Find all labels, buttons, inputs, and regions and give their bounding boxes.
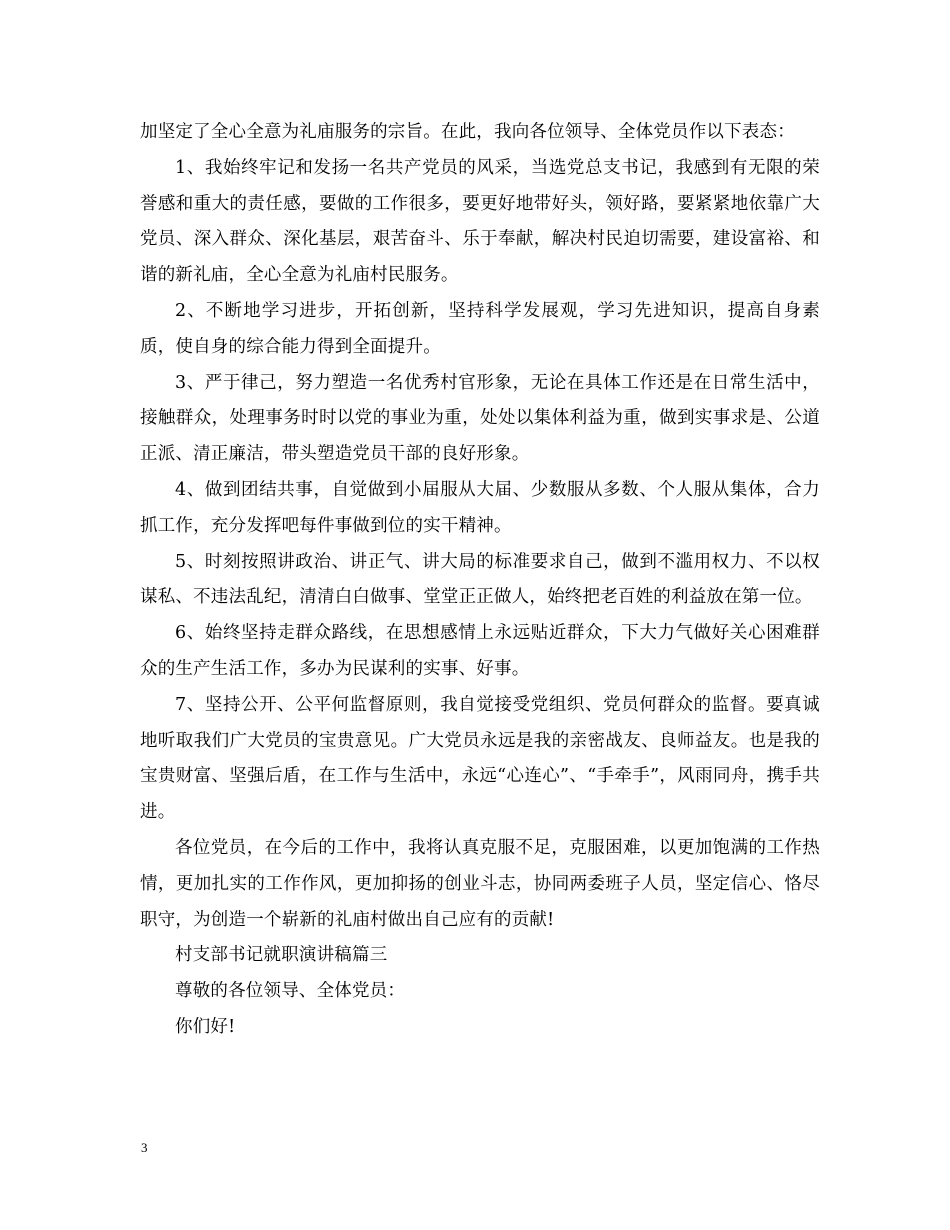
paragraph-closing: 各位党员，在今后的工作中，我将认真克服不足，克服困难，以更加饱满的工作热情，更加扎实的工作作风，更加抑扬的创业斗志，协同两委班子人员，坚定信心、恪尽职守，为创造一个崭新的礼庙村做出自己应有的贡献! [140, 837, 820, 930]
paragraph-item-7: 7、坚持公开、公平何监督原则，我自觉接受党组织、党员何群众的监督。要真诚地听取我们广大党员的宝贵意见。广大党员永远是我的亲密战友、良师益友。也是我的宝贵财富、坚强后盾，在工作与生活中，永远“心连心”、“手牵手”，风雨同舟，携手共进。 [140, 694, 820, 823]
greeting: 你们好! [175, 1016, 236, 1037]
paragraph-item-6: 6、始终坚持走群众路线，在思想感情上永远贴近群众，下大力气做好关心困难群众的生产生活工作，多办为民谋利的实事、好事。 [140, 623, 820, 679]
paragraph-item-5: 5、时刻按照讲政治、讲正气、讲大局的标准要求自己，做到不滥用权力、不以权谋私、不违法乱纪，清清白白做事、堂堂正正做人，始终把老百姓的利益放在第一位。 [140, 551, 820, 608]
paragraph-item-4: 4、做到团结共事，自觉做到小届服从大届、少数服从多数、个人服从集体，合力抓工作，充分发挥吧每件事做到位的实干精神。 [140, 479, 820, 536]
salutation: 尊敬的各位领导、全体党员： [175, 981, 406, 1002]
section-title: 村支部书记就职演讲稿篇三 [175, 945, 388, 966]
paragraph-continuation: 加坚定了全心全意为礼庙服务的宗旨。在此，我向各位领导、全体党员作以下表态： [140, 122, 795, 142]
paragraph-item-3: 3、严于律己，努力塑造一名优秀村官形象，无论在具体工作还是在日常生活中，接触群众，处理事务时时以党的事业为重，处处以集体利益为重，做到实事求是、公道正派、清正廉洁，带头塑造党员干部的良好形象。 [140, 372, 820, 465]
body-text [140, 115, 820, 1046]
paragraph-item-1: 1、我始终牢记和发扬一名共产党员的风采，当选党总支书记，我感到有无限的荣誉感和重大的责任感，要做的工作很多，要更好地带好头，领好路，要紧紧地依靠广大党员、深入群众、深化基层，艰苦奋斗、乐于奉献，解决村民迫切需要，建设富裕、和谐的新礼庙，全心全意为礼庙村民服务。 [140, 157, 820, 286]
paragraph-item-2: 2、不断地学习进步，开拓创新，坚持科学发展观，学习先进知识，提高自身素质，使自身的综合能力得到全面提升。 [140, 300, 820, 357]
page-number: 3 [141, 1140, 148, 1155]
